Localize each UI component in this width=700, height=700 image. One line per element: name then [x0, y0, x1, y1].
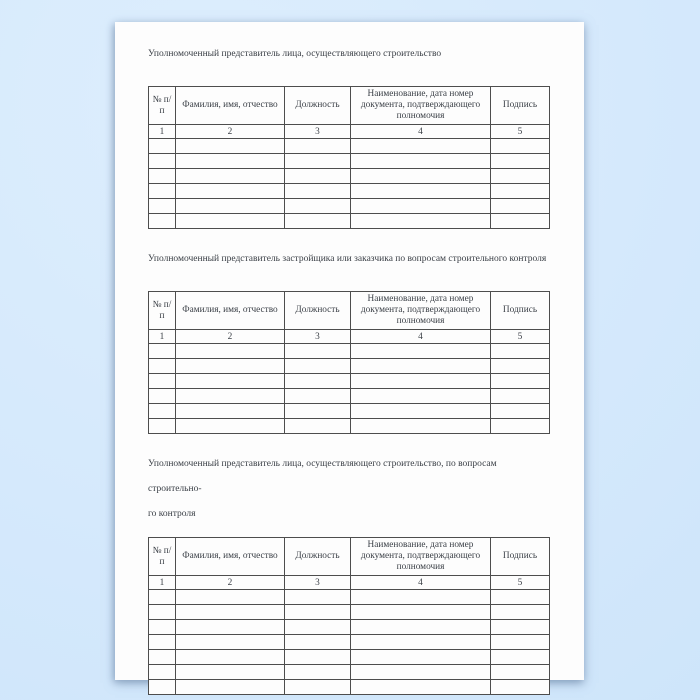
empty-cell [351, 389, 491, 404]
empty-cell [351, 374, 491, 389]
column-header: Должность [285, 538, 351, 576]
empty-cell [176, 650, 285, 665]
empty-cell [491, 419, 550, 434]
column-header: Фамилия, имя, отчество [176, 538, 285, 576]
empty-cell [351, 620, 491, 635]
empty-cell [491, 620, 550, 635]
empty-cell [176, 199, 285, 214]
empty-cell [491, 635, 550, 650]
empty-row [149, 680, 550, 695]
empty-row [149, 344, 550, 359]
empty-cell [285, 169, 351, 184]
column-number: 4 [351, 576, 491, 590]
form-section [148, 452, 550, 695]
empty-cell [149, 620, 176, 635]
column-number: 1 [149, 330, 176, 344]
empty-row [149, 199, 550, 214]
representatives-table [148, 86, 550, 229]
empty-cell [351, 419, 491, 434]
column-header: Должность [285, 87, 351, 125]
page-content [115, 22, 584, 695]
empty-cell [176, 680, 285, 695]
column-number: 1 [149, 125, 176, 139]
empty-cell [176, 184, 285, 199]
empty-cell [176, 620, 285, 635]
empty-cell [491, 184, 550, 199]
table-body [149, 139, 550, 229]
empty-cell [491, 199, 550, 214]
empty-cell [176, 169, 285, 184]
column-number: 3 [285, 330, 351, 344]
empty-cell [176, 635, 285, 650]
empty-cell [149, 419, 176, 434]
empty-cell [285, 184, 351, 199]
empty-row [149, 419, 550, 434]
empty-cell [285, 154, 351, 169]
column-header: Наименование, дата номер документа, подтверждающего полномочия [351, 292, 491, 330]
column-header: Подпись [491, 538, 550, 576]
empty-cell [491, 374, 550, 389]
empty-cell [351, 680, 491, 695]
empty-cell [351, 359, 491, 374]
column-number-row [149, 125, 550, 139]
empty-cell [491, 650, 550, 665]
empty-cell [285, 605, 351, 620]
empty-cell [149, 389, 176, 404]
empty-cell [285, 680, 351, 695]
table-body [149, 590, 550, 695]
empty-row [149, 404, 550, 419]
column-number: 4 [351, 330, 491, 344]
empty-row [149, 374, 550, 389]
empty-cell [176, 344, 285, 359]
empty-cell [176, 154, 285, 169]
empty-row [149, 139, 550, 154]
column-header: № п/п [149, 87, 176, 125]
representatives-table [148, 537, 550, 695]
empty-row [149, 650, 550, 665]
empty-cell [285, 590, 351, 605]
empty-cell [351, 184, 491, 199]
empty-cell [351, 650, 491, 665]
table-body [149, 344, 550, 434]
empty-cell [285, 620, 351, 635]
column-number: 2 [176, 576, 285, 590]
column-header: Фамилия, имя, отчество [176, 292, 285, 330]
empty-cell [176, 404, 285, 419]
empty-cell [149, 665, 176, 680]
empty-cell [149, 214, 176, 229]
empty-cell [351, 139, 491, 154]
empty-cell [149, 680, 176, 695]
column-number: 4 [351, 125, 491, 139]
column-header: Фамилия, имя, отчество [176, 87, 285, 125]
empty-cell [491, 590, 550, 605]
column-number: 2 [176, 125, 285, 139]
empty-cell [149, 184, 176, 199]
empty-cell [176, 389, 285, 404]
empty-cell [176, 374, 285, 389]
empty-cell [351, 214, 491, 229]
empty-row [149, 184, 550, 199]
table-header-row [149, 292, 550, 330]
column-number: 3 [285, 125, 351, 139]
empty-cell [351, 404, 491, 419]
column-header: Подпись [491, 87, 550, 125]
empty-cell [491, 389, 550, 404]
empty-cell [285, 374, 351, 389]
empty-cell [176, 419, 285, 434]
empty-cell [351, 169, 491, 184]
empty-cell [285, 389, 351, 404]
empty-cell [491, 665, 550, 680]
column-header: Должность [285, 292, 351, 330]
empty-cell [176, 665, 285, 680]
empty-cell [285, 635, 351, 650]
empty-cell [491, 680, 550, 695]
empty-row [149, 605, 550, 620]
empty-cell [351, 665, 491, 680]
empty-cell [149, 199, 176, 214]
empty-cell [491, 404, 550, 419]
empty-row [149, 665, 550, 680]
empty-cell [149, 154, 176, 169]
empty-cell [491, 214, 550, 229]
empty-cell [149, 650, 176, 665]
column-header: Наименование, дата номер документа, подтверждающего полномочия [351, 87, 491, 125]
empty-cell [176, 359, 285, 374]
empty-cell [351, 199, 491, 214]
empty-cell [149, 635, 176, 650]
empty-row [149, 359, 550, 374]
column-number: 1 [149, 576, 176, 590]
empty-cell [285, 650, 351, 665]
empty-cell [491, 359, 550, 374]
empty-cell [285, 344, 351, 359]
empty-cell [176, 139, 285, 154]
section-heading [148, 247, 550, 272]
column-number: 5 [491, 125, 550, 139]
empty-row [149, 169, 550, 184]
table-header-row [149, 538, 550, 576]
document-page [115, 22, 584, 680]
empty-row [149, 590, 550, 605]
empty-row [149, 154, 550, 169]
empty-cell [285, 199, 351, 214]
section-heading [148, 452, 550, 527]
empty-row [149, 389, 550, 404]
empty-cell [491, 154, 550, 169]
section-heading-line: Уполномоченный представитель лица, осуществляющего строительство, по вопросам строительно- [148, 459, 497, 494]
empty-cell [149, 169, 176, 184]
empty-row [149, 214, 550, 229]
empty-cell [176, 605, 285, 620]
column-number: 3 [285, 576, 351, 590]
column-header: № п/п [149, 292, 176, 330]
empty-cell [285, 359, 351, 374]
column-number: 2 [176, 330, 285, 344]
empty-cell [176, 590, 285, 605]
section-heading-line: го контроля [148, 509, 196, 519]
empty-cell [149, 590, 176, 605]
section-heading [148, 42, 550, 67]
column-header: Подпись [491, 292, 550, 330]
empty-cell [491, 344, 550, 359]
column-header: Наименование, дата номер документа, подтверждающего полномочия [351, 538, 491, 576]
empty-cell [285, 419, 351, 434]
empty-cell [149, 374, 176, 389]
representatives-table [148, 291, 550, 434]
empty-cell [149, 139, 176, 154]
empty-cell [351, 154, 491, 169]
column-number-row [149, 576, 550, 590]
empty-cell [491, 169, 550, 184]
empty-cell [491, 139, 550, 154]
empty-cell [351, 590, 491, 605]
empty-cell [149, 404, 176, 419]
table-header-row [149, 87, 550, 125]
empty-cell [491, 605, 550, 620]
empty-cell [149, 605, 176, 620]
empty-cell [285, 404, 351, 419]
empty-cell [351, 605, 491, 620]
column-number: 5 [491, 330, 550, 344]
empty-cell [351, 344, 491, 359]
empty-cell [176, 214, 285, 229]
form-section [148, 42, 550, 229]
section-heading-line: Уполномоченный представитель застройщика или заказчика по вопросам строительного контроля [148, 254, 547, 264]
empty-cell [285, 214, 351, 229]
form-section [148, 247, 550, 434]
empty-cell [149, 359, 176, 374]
empty-cell [351, 635, 491, 650]
column-header: № п/п [149, 538, 176, 576]
section-heading-line: Уполномоченный представитель лица, осуществляющего строительство [148, 49, 442, 59]
empty-cell [285, 665, 351, 680]
empty-cell [285, 139, 351, 154]
column-number: 5 [491, 576, 550, 590]
empty-row [149, 620, 550, 635]
empty-cell [149, 344, 176, 359]
column-number-row [149, 330, 550, 344]
empty-row [149, 635, 550, 650]
